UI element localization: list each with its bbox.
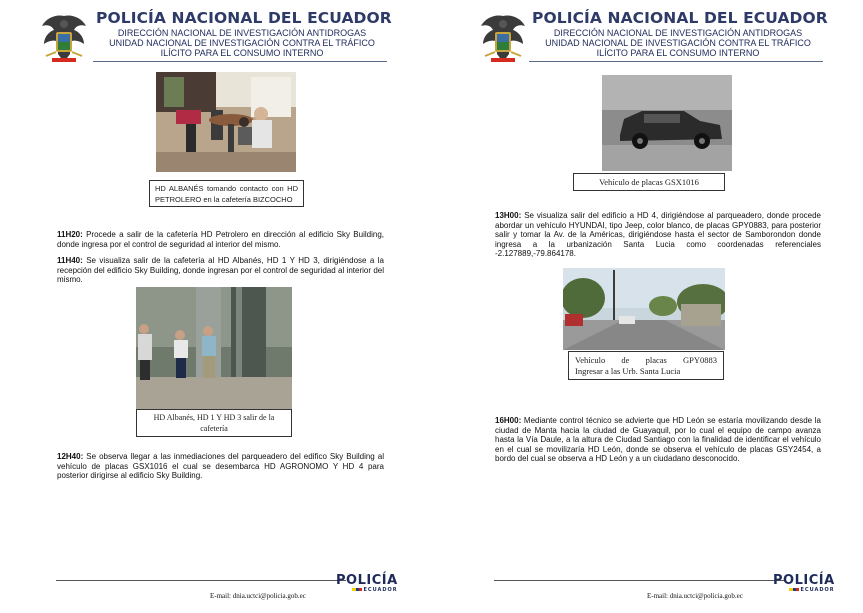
photo-caption-1: Vehículo de placas GSX1016 xyxy=(573,173,725,191)
logo-sub-text: ECUADOR xyxy=(363,587,398,593)
surveillance-photo-vehicle xyxy=(602,75,732,171)
time-stamp: 11H20: xyxy=(57,230,83,239)
photo-caption-2 xyxy=(568,351,724,380)
footer-divider xyxy=(494,580,784,581)
police-logo xyxy=(336,574,398,593)
paragraph-11h40 xyxy=(57,256,384,285)
paragraph-16h00 xyxy=(495,416,821,464)
caption-line-1: Vehículo de placas GPY0883 xyxy=(575,355,717,365)
time-stamp: 12H40: xyxy=(57,452,84,461)
header-title: POLICÍA NACIONAL DEL ECUADOR xyxy=(96,9,392,27)
police-logo xyxy=(773,574,835,593)
photo-caption-2: HD Albanés, HD 1 Y HD 3 salir de la cafetería xyxy=(136,409,292,437)
paragraph-text: Mediante control técnico se advierte que HD León se estaría movilizando desde la ciudad de Manta hacia la ciudad de Guayaquil, por lo cual el equipo de campo avanza hasta la Vía Daule, a la altura de Ciudad Santiago con la finalidad de identificar el vehículo en el cual se movilizaría HD León, donde se observa el vehículo de placas GSY2454, a bordo del cual se observa a HD León y a un ciudadano desconocido. xyxy=(495,416,821,463)
header-subtitle-3: ILÍCITO PARA EL CONSUMO INTERNO xyxy=(596,48,760,58)
logo-sub-text: ECUADOR xyxy=(800,587,835,593)
header-subtitle-2: UNIDAD NACIONAL DE INVESTIGACIÓN CONTRA EL TRÁFICO xyxy=(545,38,811,48)
header-subtitle-1: DIRECCIÓN NACIONAL DE INVESTIGACIÓN ANTIDROGAS xyxy=(117,28,367,38)
footer-divider xyxy=(56,580,346,581)
document-page-right xyxy=(432,0,863,613)
paragraph-text: Se observa llegar a las inmediaciones del parqueadero del edifico Sky Building al vehículo de placas GSX1016 el cual se desembarca HD AGRONOMO Y HD 4 para posterior dirigirse al edificio Sky Building. xyxy=(57,452,384,480)
footer-email: E-mail: dnia.uctci@policia.gob.ec xyxy=(210,592,306,600)
time-stamp: 13H00: xyxy=(495,211,522,220)
header-title: POLICÍA NACIONAL DEL ECUADOR xyxy=(532,9,828,27)
flag-stripe-icon xyxy=(789,588,799,591)
header-subtitle-3: ILÍCITO PARA EL CONSUMO INTERNO xyxy=(160,48,324,58)
header-divider xyxy=(93,61,387,62)
police-crest-icon xyxy=(38,12,90,68)
header-divider xyxy=(529,61,823,62)
paragraph-11h20 xyxy=(57,230,384,249)
header-subtitle-2: UNIDAD NACIONAL DE INVESTIGACIÓN CONTRA EL TRÁFICO xyxy=(109,38,375,48)
paragraph-text: Se visualiza salir de la cafetería al HD Albanés, HD 1 Y HD 3, dirigiéndose a la recepción del edificio Sky Building, donde ingresan por el control de seguridad al interior del mismo. xyxy=(57,256,384,284)
surveillance-photo-building xyxy=(136,287,292,409)
surveillance-photo-cafeteria xyxy=(156,72,296,172)
paragraph-13h00 xyxy=(495,211,821,259)
paragraph-12h40 xyxy=(57,452,384,481)
footer-email: E-mail: dnia.uctci@policia.gob.ec xyxy=(647,592,743,600)
police-crest-icon xyxy=(477,12,529,68)
surveillance-photo-street xyxy=(563,268,725,350)
time-stamp: 11H40: xyxy=(57,256,83,265)
photo-caption-1: HD ALBANÉS tomando contacto con HD PETROLERO en la cafetería BIZCOCHO xyxy=(149,180,304,207)
time-stamp: 16H00: xyxy=(495,416,522,425)
logo-main-text: POLICÍA xyxy=(773,573,835,588)
logo-main-text: POLICÍA xyxy=(336,573,398,588)
caption-line-2: Ingresar a las Urb. Santa Lucia xyxy=(575,366,681,376)
paragraph-text: Se visualiza salir del edificio a HD 4, dirigiéndose al parqueadero, donde procede abordar un vehículo HYUNDAI, tipo Jeep, color blanco, de placas GPY0883, para posterior salir y tomar la Av. de la Américas, dirigiéndose hasta el sector de Samborondon donde ingresa a la urbanización Santa Lucia como coordenadas referenciales -2.127889,-79.864178. xyxy=(495,211,821,258)
paragraph-text: Procede a salir de la cafetería HD Petrolero en dirección al edificio Sky Building, donde ingresa por el control de seguridad al interior del mismo. xyxy=(57,230,384,249)
header-subtitle-1: DIRECCIÓN NACIONAL DE INVESTIGACIÓN ANTIDROGAS xyxy=(553,28,803,38)
flag-stripe-icon xyxy=(352,588,362,591)
